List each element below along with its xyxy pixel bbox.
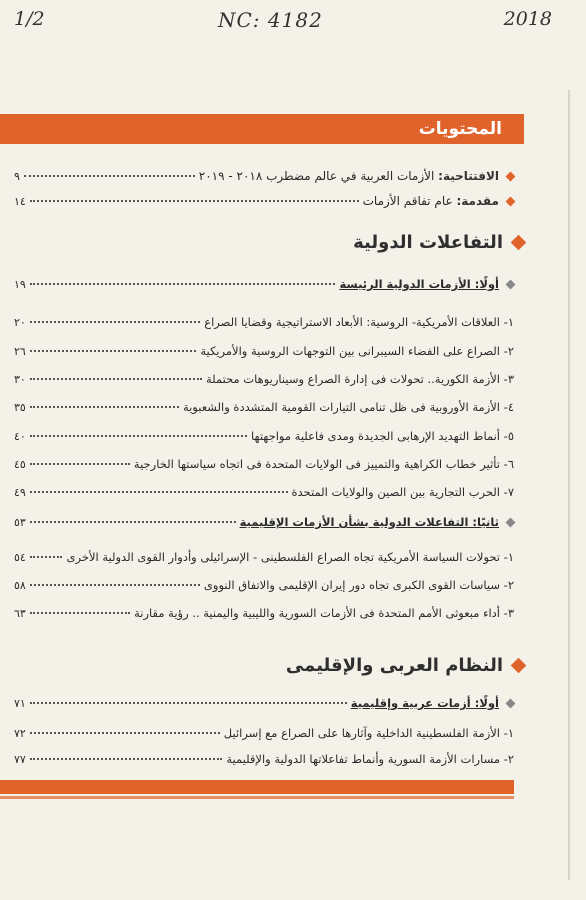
leader-dots (30, 758, 223, 760)
page-number: ٤٥ (14, 458, 26, 471)
toc-item[interactable] (14, 549, 514, 565)
entry-label: مقدمة: (456, 194, 499, 208)
toc-group-arab-crises[interactable] (14, 695, 514, 711)
orange-diamond-icon (511, 658, 527, 674)
item-title: ٥- أنماط التهديد الإرهابى الجديدة ومدى فاعلية مواجهتها (251, 429, 514, 443)
item-title: ٣- الأزمة الكورية.. تحولات فى إدارة الصراع وسيناريوهات محتملة (205, 372, 514, 386)
leader-dots (30, 556, 63, 558)
page-number: ٥٨ (14, 579, 26, 592)
contents-banner: المحتويات (0, 114, 524, 144)
page-number: ٩ (14, 170, 20, 183)
leader-dots (30, 702, 347, 704)
toc-item[interactable] (14, 343, 514, 359)
toc-item[interactable] (14, 371, 514, 387)
toc-item[interactable] (14, 428, 514, 444)
toc-item[interactable] (14, 751, 514, 767)
leader-dots (30, 584, 200, 586)
gray-diamond-icon (506, 280, 516, 290)
section-title: التفاعلات الدولية (353, 232, 503, 253)
orange-diamond-icon (506, 197, 516, 207)
item-title: ٢- سياسات القوى الكبرى تجاه دور إيران الإقليمى والاتفاق النووى (203, 578, 514, 592)
entry-label: الافتتاحية: (438, 169, 499, 183)
section-heading-arab-regional (286, 655, 524, 676)
item-title: ٤- الأزمة الأوروبية فى ظل تنامى التيارات القومية المتشددة والشعبوية (182, 400, 514, 414)
gray-diamond-icon (506, 699, 516, 709)
leader-dots (24, 175, 195, 177)
item-title: ١- تحولات السياسة الأمريكية تجاه الصراع الفلسطينى - الإسرائيلى وأدوار القوى الدولية الأخرى (66, 550, 514, 564)
item-title: ١- الأزمة الفلسطينية الداخلية وآثارها على الصراع مع إسرائيل (223, 726, 514, 740)
page-number: ٥٣ (14, 516, 26, 529)
page-number: ٢٠ (14, 316, 26, 329)
entry-title: الأزمات العربية في عالم مضطرب ٢٠١٨ - ٢٠١٩ (198, 169, 435, 183)
page-number: ٣٥ (14, 401, 26, 414)
leader-dots (30, 321, 200, 323)
toc-item[interactable] (14, 484, 514, 500)
toc-item[interactable] (14, 577, 514, 593)
toc-item[interactable] (14, 399, 514, 415)
item-title: ١- العلاقات الأمريكية- الروسية: الأبعاد الاستراتيجية وقضايا الصراع (204, 315, 514, 329)
toc-entry-introduction[interactable] (14, 193, 514, 209)
item-title: ٢- الصراع على الفضاء السيبرانى بين التوجهات الروسية والأمريكية (200, 344, 514, 358)
leader-dots (30, 435, 247, 437)
page-number: ٧٢ (14, 727, 26, 740)
orange-diamond-icon (511, 235, 527, 251)
handwritten-page-count: 1/2 (14, 8, 45, 30)
leader-dots (30, 521, 236, 523)
page-number: ٧٧ (14, 753, 26, 766)
leader-dots (30, 463, 130, 465)
page-number: ٢٦ (14, 345, 26, 358)
group-title: أزمات عربية وإقليمية (350, 696, 471, 710)
bottom-thin-rule (0, 796, 514, 799)
leader-dots (30, 406, 179, 408)
group-label: أولًا: (474, 277, 499, 291)
page-number: ٤٠ (14, 430, 26, 443)
toc-item[interactable] (14, 314, 514, 330)
leader-dots (30, 350, 196, 352)
item-title: ٣- أداء مبعوثى الأمم المتحدة فى الأزمات السورية والليبية واليمنية .. رؤية مقارنة (134, 606, 514, 620)
toc-entry-opening[interactable] (14, 168, 514, 184)
leader-dots (30, 200, 359, 202)
entry-title: عام تفاقم الأزمات (362, 194, 453, 208)
orange-diamond-icon (506, 172, 516, 182)
page-number: ٣٠ (14, 373, 26, 386)
item-title: ٧- الحرب التجارية بين الصين والولايات المتحدة (291, 485, 514, 499)
group-title: الأزمات الدولية الرئيسة (339, 277, 471, 291)
toc-group-regional-crises[interactable] (14, 514, 514, 530)
toc-item[interactable] (14, 456, 514, 472)
page-number: ٤٩ (14, 486, 26, 499)
leader-dots (30, 732, 220, 734)
page-number: ٦٣ (14, 607, 26, 620)
page-number: ٥٤ (14, 551, 26, 564)
section-heading-international (353, 232, 524, 253)
toc-group-major-crises[interactable] (14, 276, 514, 292)
leader-dots (30, 378, 202, 380)
gray-diamond-icon (506, 518, 516, 528)
toc-item[interactable] (14, 605, 514, 621)
bottom-orange-rule (0, 780, 514, 794)
group-label: ثانيًا: (472, 515, 499, 529)
section-title: النظام العربى والإقليمى (285, 655, 503, 676)
page-number: ٧١ (14, 697, 26, 710)
item-title: ٢- مسارات الأزمة السورية وأنماط تفاعلاتها الدولية والإقليمية (226, 752, 514, 766)
page-number: ١٤ (14, 195, 26, 208)
toc-item[interactable] (14, 725, 514, 741)
page-margin-line (568, 90, 570, 880)
leader-dots (30, 491, 288, 493)
leader-dots (30, 283, 336, 285)
group-label: أولًا: (474, 696, 499, 710)
leader-dots (30, 612, 130, 614)
group-title: التفاعلات الدولية بشأن الأزمات الإقليمية (239, 515, 469, 529)
handwritten-year: 2018 (503, 8, 552, 30)
item-title: ٦- تأثير خطاب الكراهية والتمييز فى الولايات المتحدة فى اتجاه سياستها الخارجية (133, 457, 514, 471)
page-number: ١٩ (14, 278, 26, 291)
handwritten-catalog-number: NC: 4182 (218, 8, 323, 32)
